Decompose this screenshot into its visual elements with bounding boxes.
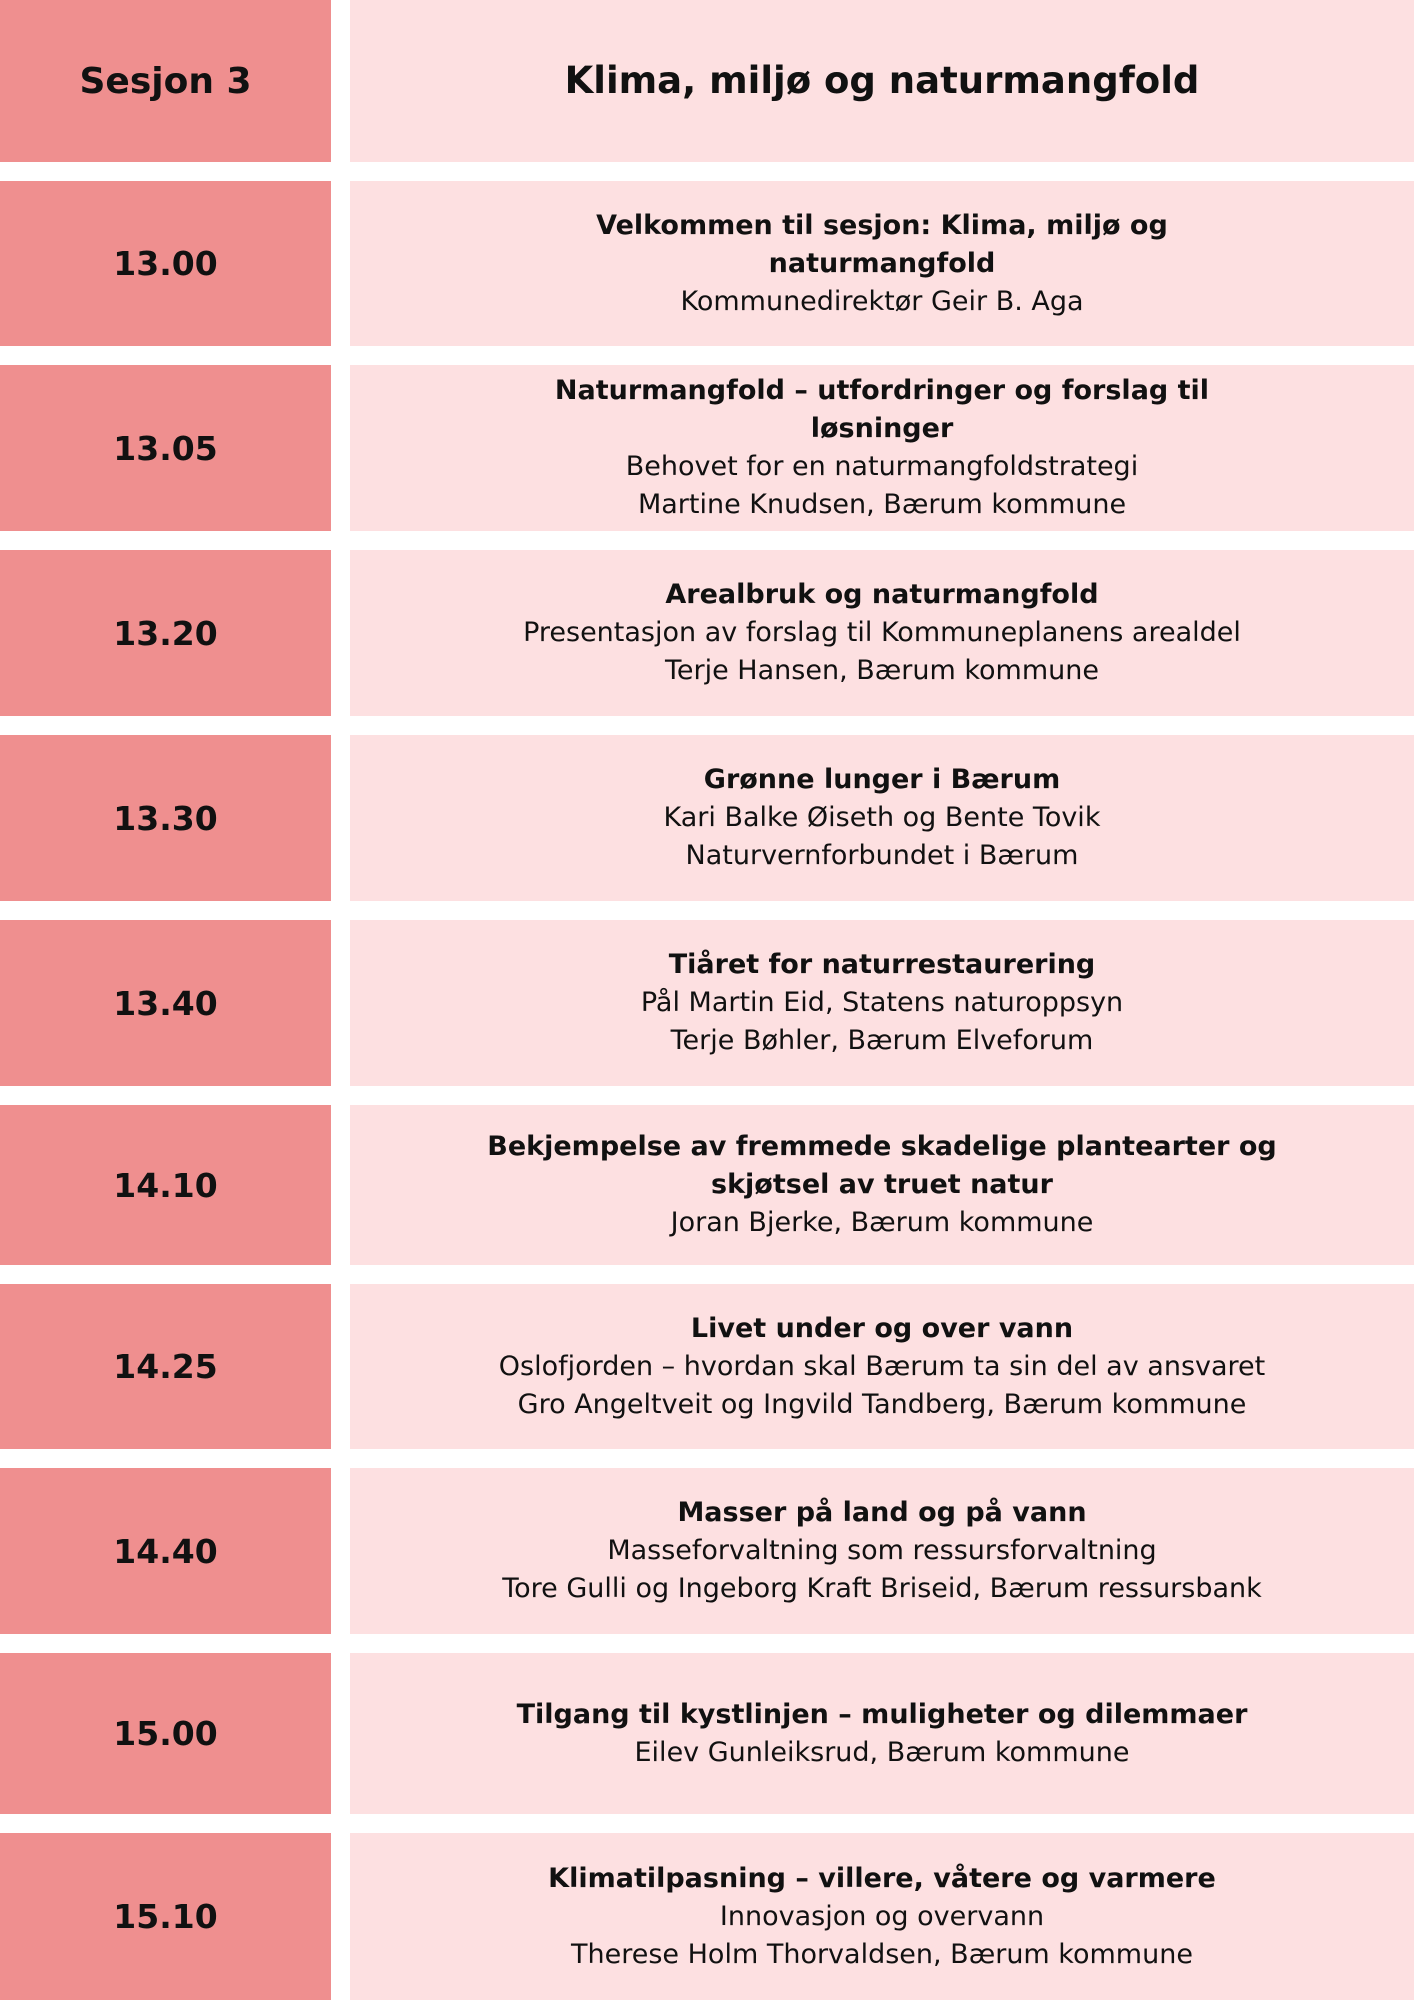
agenda-details — [350, 365, 1414, 531]
talk-speaker: Gro Angeltveit og Ingvild Tandberg, Bærum kommune — [517, 1388, 1247, 1420]
agenda-time: 13.20 — [0, 550, 331, 716]
talk-speaker: Terje Bøhler, Bærum Elveforum — [670, 1025, 1094, 1056]
talk-subtitle: Innovasjon og overvann — [719, 1900, 1045, 1932]
agenda-details — [350, 1105, 1414, 1265]
session-title: Klima, miljø og naturmangfold — [564, 58, 1200, 102]
session-label: Sesjon 3 — [0, 0, 331, 162]
agenda-row — [0, 1653, 1414, 1814]
agenda-row — [0, 181, 1414, 346]
agenda-details — [350, 550, 1414, 716]
agenda-row — [0, 1284, 1414, 1449]
talk-subtitle: Behovet for en naturmangfoldstrategi — [625, 451, 1139, 482]
talk-title: Tiåret for naturrestaurering — [668, 949, 1096, 980]
talk-title: Naturmangfold – utfordringer og forslag til løsninger — [554, 375, 1210, 444]
agenda-details — [350, 1653, 1414, 1814]
agenda-row — [0, 550, 1414, 716]
agenda-details — [350, 735, 1414, 901]
agenda-time: 15.00 — [0, 1653, 331, 1814]
talk-title: Bekjempelse av fremmede skadelige plantearter og skjøtsel av truet natur — [487, 1131, 1277, 1200]
talk-title: Grønne lunger i Bærum — [703, 764, 1061, 795]
agenda-row — [0, 365, 1414, 531]
agenda-time: 13.00 — [0, 181, 331, 346]
agenda-time: 15.10 — [0, 1833, 331, 2000]
talk-title: Tilgang til kystlinjen – muligheter og dilemmaer — [516, 1698, 1248, 1730]
talk-speaker: Therese Holm Thorvaldsen, Bærum kommune — [571, 1938, 1193, 1970]
session-title-cell — [350, 0, 1414, 162]
agenda-time: 14.25 — [0, 1284, 331, 1449]
agenda-row — [0, 920, 1414, 1086]
agenda-details — [350, 1833, 1414, 2000]
agenda-details — [350, 1468, 1414, 1634]
talk-organization: Naturvernforbundet i Bærum — [685, 840, 1079, 871]
talk-title: Livet under og over vann — [690, 1312, 1074, 1344]
agenda-row — [0, 1105, 1414, 1265]
talk-subtitle: Masseforvaltning som ressursforvaltning — [607, 1535, 1157, 1566]
talk-speaker: Terje Hansen, Bærum kommune — [665, 655, 1099, 686]
agenda-details — [350, 181, 1414, 346]
talk-speaker: Martine Knudsen, Bærum kommune — [637, 489, 1127, 520]
agenda-time: 13.40 — [0, 920, 331, 1086]
agenda-row — [0, 735, 1414, 901]
talk-title: Klimatilpasning – villere, våtere og varmere — [548, 1862, 1216, 1894]
talk-subtitle: Presentasjon av forslag til Kommuneplanens arealdel — [523, 617, 1241, 648]
agenda-time: 14.40 — [0, 1468, 331, 1634]
agenda-details — [350, 1284, 1414, 1449]
talk-speaker: Pål Martin Eid, Statens naturoppsyn — [640, 987, 1124, 1018]
agenda-time: 14.10 — [0, 1105, 331, 1265]
talk-speaker: Joran Bjerke, Bærum kommune — [670, 1207, 1094, 1238]
talk-title: Arealbruk og naturmangfold — [665, 579, 1099, 610]
agenda-details — [350, 920, 1414, 1086]
agenda-time: 13.30 — [0, 735, 331, 901]
agenda-row — [0, 1833, 1414, 2000]
agenda-row — [0, 1468, 1414, 1634]
talk-title: Masser på land og på vann — [677, 1497, 1087, 1528]
agenda-time: 13.05 — [0, 365, 331, 531]
talk-subtitle: Oslofjorden – hvordan skal Bærum ta sin del av ansvaret — [498, 1350, 1266, 1382]
talk-speaker: Kari Balke Øiseth og Bente Tovik — [663, 802, 1101, 833]
talk-title: Velkommen til sesjon: Klima, miljø og naturmangfold — [596, 209, 1168, 279]
talk-speaker: Tore Gulli og Ingeborg Kraft Briseid, Bærum ressursbank — [502, 1573, 1262, 1604]
session-header — [0, 0, 1414, 162]
talk-speaker: Eilev Gunleiksrud, Bærum kommune — [634, 1736, 1130, 1768]
talk-speaker: Kommunedirektør Geir B. Aga — [680, 285, 1084, 317]
